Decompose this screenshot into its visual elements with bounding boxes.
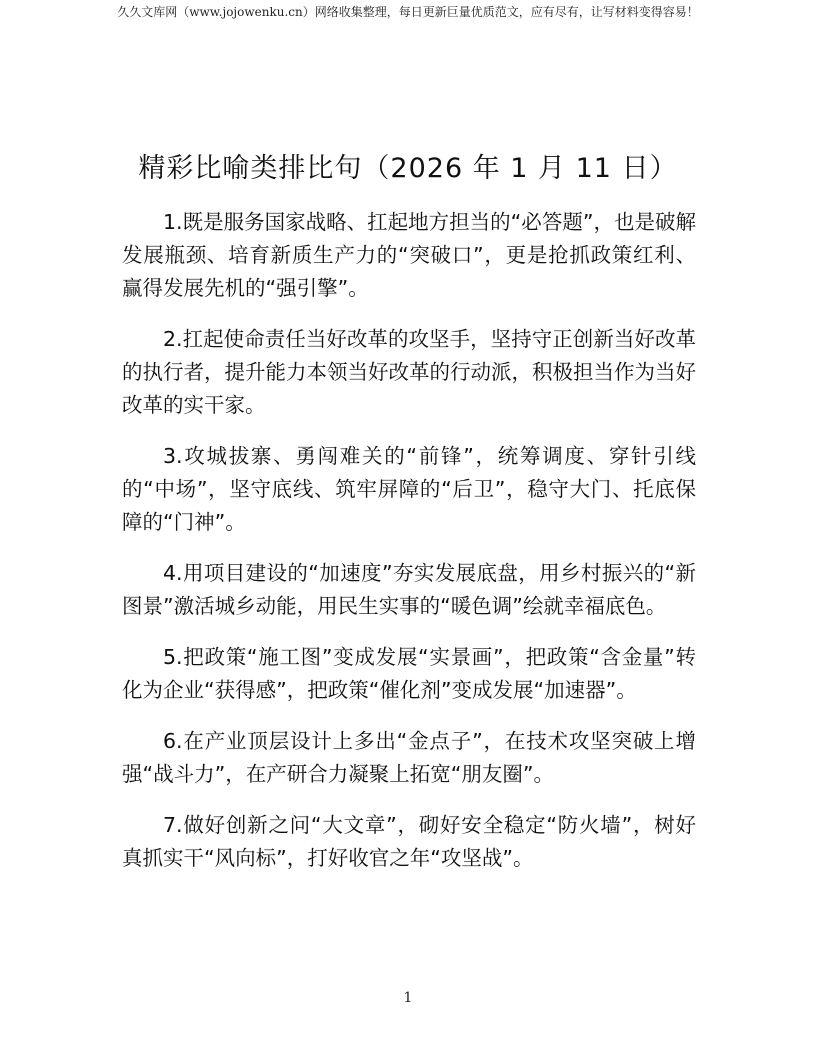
paragraph-3: 3.攻城拔寨、勇闯难关的“前锋”，统筹调度、穿针引线的“中场”，坚守底线、筑牢屏障的“后卫”，稳守大门、托底保障的“门神”。 [122,444,696,534]
paragraph-6: 6.在产业顶层设计上多出“金点子”，在技术攻坚突破上增强“战斗力”，在产研合力凝聚上拓宽“朋友圈”。 [122,729,696,786]
paragraph-4: 4.用项目建设的“加速度”夯实发展底盘，用乡村振兴的“新图景”激活城乡动能，用民生实事的“暖色调”绘就幸福底色。 [122,561,696,618]
paragraph-5: 5.把政策“施工图”变成发展“实景画”，把政策“含金量”转化为企业“获得感”，把政策“催化剂”变成发展“加速器”。 [122,645,696,702]
paragraph-7: 7.做好创新之问“大文章”，砌好安全稳定“防火墙”，树好真抓实干“风向标”，打好收官之年“攻坚战”。 [122,813,696,870]
paragraph-2: 2.扛起使命责任当好改革的攻坚手，坚持守正创新当好改革的执行者，提升能力本领当好改革的行动派，积极担当作为当好改革的实干家。 [122,327,696,417]
paragraph-1: 1.既是服务国家战略、扛起地方担当的“必答题”，也是破解发展瓶颈、培育新质生产力的“突破口”，更是抢抓政策红利、赢得发展先机的“强引擎”。 [122,210,696,300]
page-number: 1 [403,990,413,1006]
document-body [122,206,696,893]
website-header-note: 久久文库网（www.jojowenku.cn）网络收集整理，每日更新巨量优质范文，应有尽有，让写材料变得容易！ [117,5,699,19]
document-title: 精彩比喻类排比句（2026 年 1 月 11 日） [138,153,678,184]
